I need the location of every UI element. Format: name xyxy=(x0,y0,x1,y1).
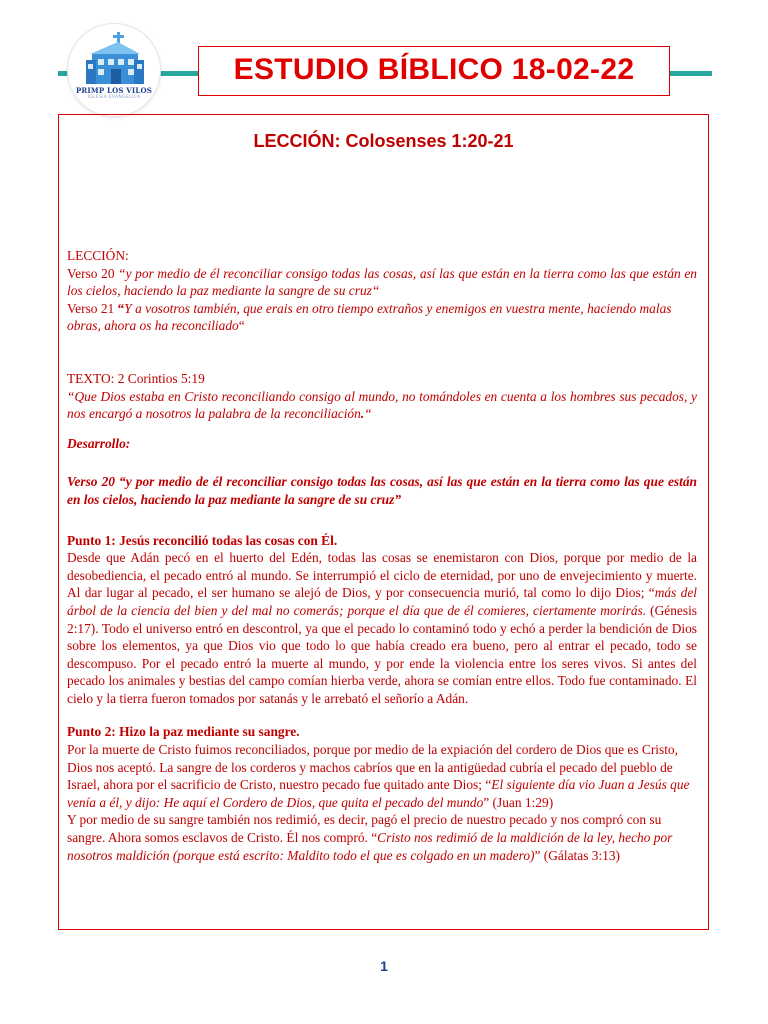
desarrollo-heading: Desarrollo: xyxy=(67,435,131,451)
punto1-heading: Punto 1: Jesús reconcilió todas las cosas con Él. xyxy=(67,532,338,548)
punto2-quote-b: Cristo nos redimió de la maldición de la ley, hecho por nosotros maldición (porque está escrito: Maldito todo el que es colgado en un madero) xyxy=(67,830,673,863)
quote-open: “ xyxy=(117,300,125,316)
texto-quote: “Que Dios estaba en Cristo reconciliando consigo al mundo, no tomándoles en cuenta a los hombres sus pecados, y nos encargó a nosotros la palabra de la reconciliación.“ xyxy=(67,388,697,422)
church-building-icon xyxy=(68,24,160,116)
logo-name: PRIMP LOS VILOS xyxy=(75,86,153,95)
page-title: ESTUDIO BÍBLICO 18-02-22 xyxy=(233,53,635,86)
punto1-ref: (Génesis 2:17). xyxy=(67,602,698,636)
verse-ref: Verso 20 xyxy=(67,474,115,490)
texto-ref: 2 Corintios 5:19 xyxy=(117,370,205,386)
texto-label: TEXTO: xyxy=(67,370,115,386)
punto2-ref-b: ” (Gálatas 3:13) xyxy=(534,847,621,863)
title-box xyxy=(198,46,670,96)
logo-tagline: IGLESIA EVANGELICA xyxy=(87,95,141,100)
punto1-body: Desde que Adán pecó en el huerto del Edén, todas las cosas se enemistaron con Dios, porque por medio de la desobediencia, el pecado entró al mundo. Se interrumpió el ciclo de eternidad, por uno de envejecimiento y muerte. Al dar lugar al pecado, el ser humano se alejó de Dios, y por consecuencia murió, tal como lo dijo Dios; “más del árbol de la ciencia del bien y del mal no comerás; porque el día que de él comieres, ciertamente morirás. (Génesis 2:17). Todo el universo entró en descontrol, ya que el pecado lo contaminó todo y echó a perder la bendición de Dios sobre los elementos, ya que Dios vio que todo lo que había creado era bueno, pero al entrar el pecado, todo se descompuso. Por el pecado entró la muerte al mundo, y por ende la violencia entre los seres vivos. Si antes del pecado los animales y bestias del campo comían hierba verde, ahora se comían entre ellos. Todo fue contaminado. El cielo y la tierra fueron tomados por satanás y le arrebató el señorío a Adán. xyxy=(67,550,698,706)
punto2-body-b: Y por medio de su sangre también nos redimió, es decir, pagó el precio de nuestro pecado y nos compró con su sangre. Ahora somos esclavos de Cristo. Él nos compró. “Cristo nos redimió de la maldición de la ley, hecho por nosotros maldición (porque está escrito: Maldito todo el que es colgado en un madero)” (Gálatas 3:13) xyxy=(67,812,673,863)
study-body xyxy=(67,247,697,864)
lesson-verse-20 xyxy=(67,265,697,300)
lesson-title: LECCIÓN: Colosenses 1:20-21 xyxy=(253,131,514,151)
desarrollo-verse xyxy=(67,473,697,508)
punto2-ref-a: ” (Juan 1:29) xyxy=(483,794,554,810)
lesson-label: LECCIÓN: xyxy=(67,248,129,263)
verse-text: “y por medio de él reconciliar consigo todas las cosas, así las que están en la tierra como las que están en los cielos, haciendo la paz mediante la sangre de su cruz” xyxy=(67,474,697,507)
verse-ref: Verso 20 xyxy=(67,265,115,281)
texto-line xyxy=(67,370,697,388)
punto2-heading: Punto 2: Hizo la paz mediante su sangre. xyxy=(67,724,300,740)
lesson-verse-21 xyxy=(67,300,697,335)
verse-text: “y por medio de él reconciliar consigo todas las cosas, así las que están en la tierra como las que están en los cielos, haciendo la paz mediante la sangre de su cruz“ xyxy=(67,265,697,299)
punto2-body-a: Por la muerte de Cristo fuimos reconciliados, porque por medio de la expiación del cordero de Dios que es Cristo, Dios nos aceptó. La sangre de los corderos y machos cabríos que en la antigüedad cubría el pecado del pueblo de Israel, ahora por el sacrificio de Cristo, nuestro pecado fue quitado ante Dios; “El siguiente día vio Juan a Jesús que venía a él, y dijo: He aquí el Cordero de Dios, que quita el pecado del mundo” (Juan 1:29) xyxy=(67,742,690,810)
punto1-quote: más del árbol de la ciencia del bien y del mal no comerás; porque el día que de él comieres, ciertamente morirás. xyxy=(67,585,697,618)
page-number: 1 xyxy=(380,958,388,974)
quote-close: “ xyxy=(238,318,245,334)
punto2-quote-a: El siguiente día vio Juan a Jesús que venía a él, y dijo: He aquí el Cordero de Dios, que quita el pecado del mundo xyxy=(67,777,690,810)
verse-text: Y a vosotros también, que erais en otro tiempo extraños y enemigos en vuestra mente, haciendo malas obras, ahora os ha reconciliado xyxy=(67,300,672,334)
header-rule-right xyxy=(670,71,712,76)
church-logo xyxy=(68,24,160,116)
verse-ref: Verso 21 xyxy=(67,300,115,316)
